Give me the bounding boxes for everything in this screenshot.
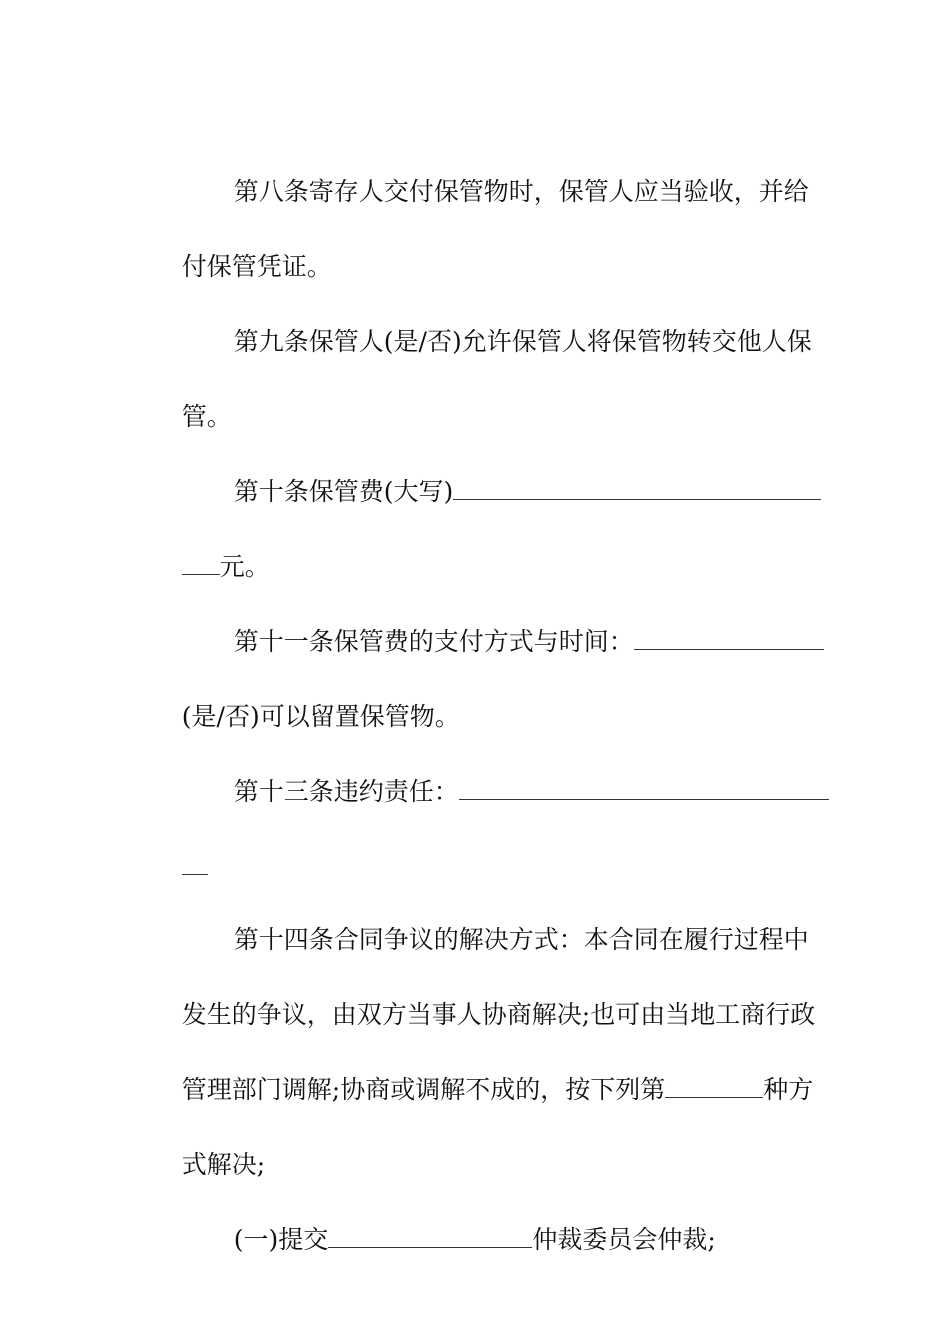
article-10-line-2 — [150, 507, 810, 581]
option-1-text-2: 仲裁委员会仲裁; — [532, 1225, 716, 1254]
article-14-line-2 — [150, 955, 816, 1029]
arbitration-commission-blank[interactable] — [328, 1227, 532, 1248]
article-10-text-1: 第十条保管费(大写) — [233, 477, 454, 506]
article-14-text-4: 种方 — [763, 1075, 814, 1104]
article-14-line-4 — [150, 1105, 810, 1179]
liability-blank-continued[interactable] — [182, 854, 208, 875]
article-8-line-2 — [150, 207, 810, 281]
resolution-option-blank[interactable] — [665, 1077, 763, 1098]
article-14-line-3 — [150, 1030, 814, 1104]
liability-blank[interactable] — [459, 779, 829, 800]
article-10-text-2: 元。 — [219, 552, 270, 581]
article-14-text-3: 管理部门调解;协商或调解不成的，按下列第 — [181, 1075, 666, 1104]
payment-method-blank[interactable] — [634, 629, 824, 650]
article-8-text-2: 付保管凭证。 — [181, 252, 332, 281]
option-1-text-1: (一)提交 — [233, 1225, 329, 1254]
article-10-line-1 — [202, 432, 810, 506]
article-9-text-1: 第九条保管人(是/否)允许保管人将保管物转交他人保 — [233, 327, 812, 356]
article-11-text: 第十一条保管费的支付方式与时间： — [233, 627, 634, 656]
article-13-line-2 — [150, 807, 810, 847]
article-9-text-2: 管。 — [181, 402, 232, 431]
article-14-text-5: 式解决; — [181, 1150, 266, 1179]
article-14-line-1 — [202, 880, 810, 954]
fee-amount-blank[interactable] — [453, 479, 821, 500]
option-1-line — [202, 1180, 810, 1254]
article-14-text-1: 第十四条合同争议的解决方式：本合同在履行过程中 — [233, 925, 809, 954]
article-9-line-2 — [150, 357, 810, 431]
article-14-text-2: 发生的争议，由双方当事人协商解决;也可由当地工商行政 — [181, 1000, 816, 1029]
article-11-line-1 — [202, 582, 810, 656]
fee-amount-blank-continued[interactable] — [182, 554, 220, 575]
article-8-text-1: 第八条寄存人交付保管物时，保管人应当验收，并给 — [233, 177, 809, 206]
lien-text: (是/否)可以留置保管物。 — [181, 702, 460, 731]
lien-line — [150, 657, 810, 731]
article-13-text: 第十三条违约责任： — [233, 777, 459, 806]
article-8-line-1 — [202, 132, 810, 206]
article-9-line-1 — [202, 282, 812, 356]
article-13-line-1 — [202, 732, 810, 806]
